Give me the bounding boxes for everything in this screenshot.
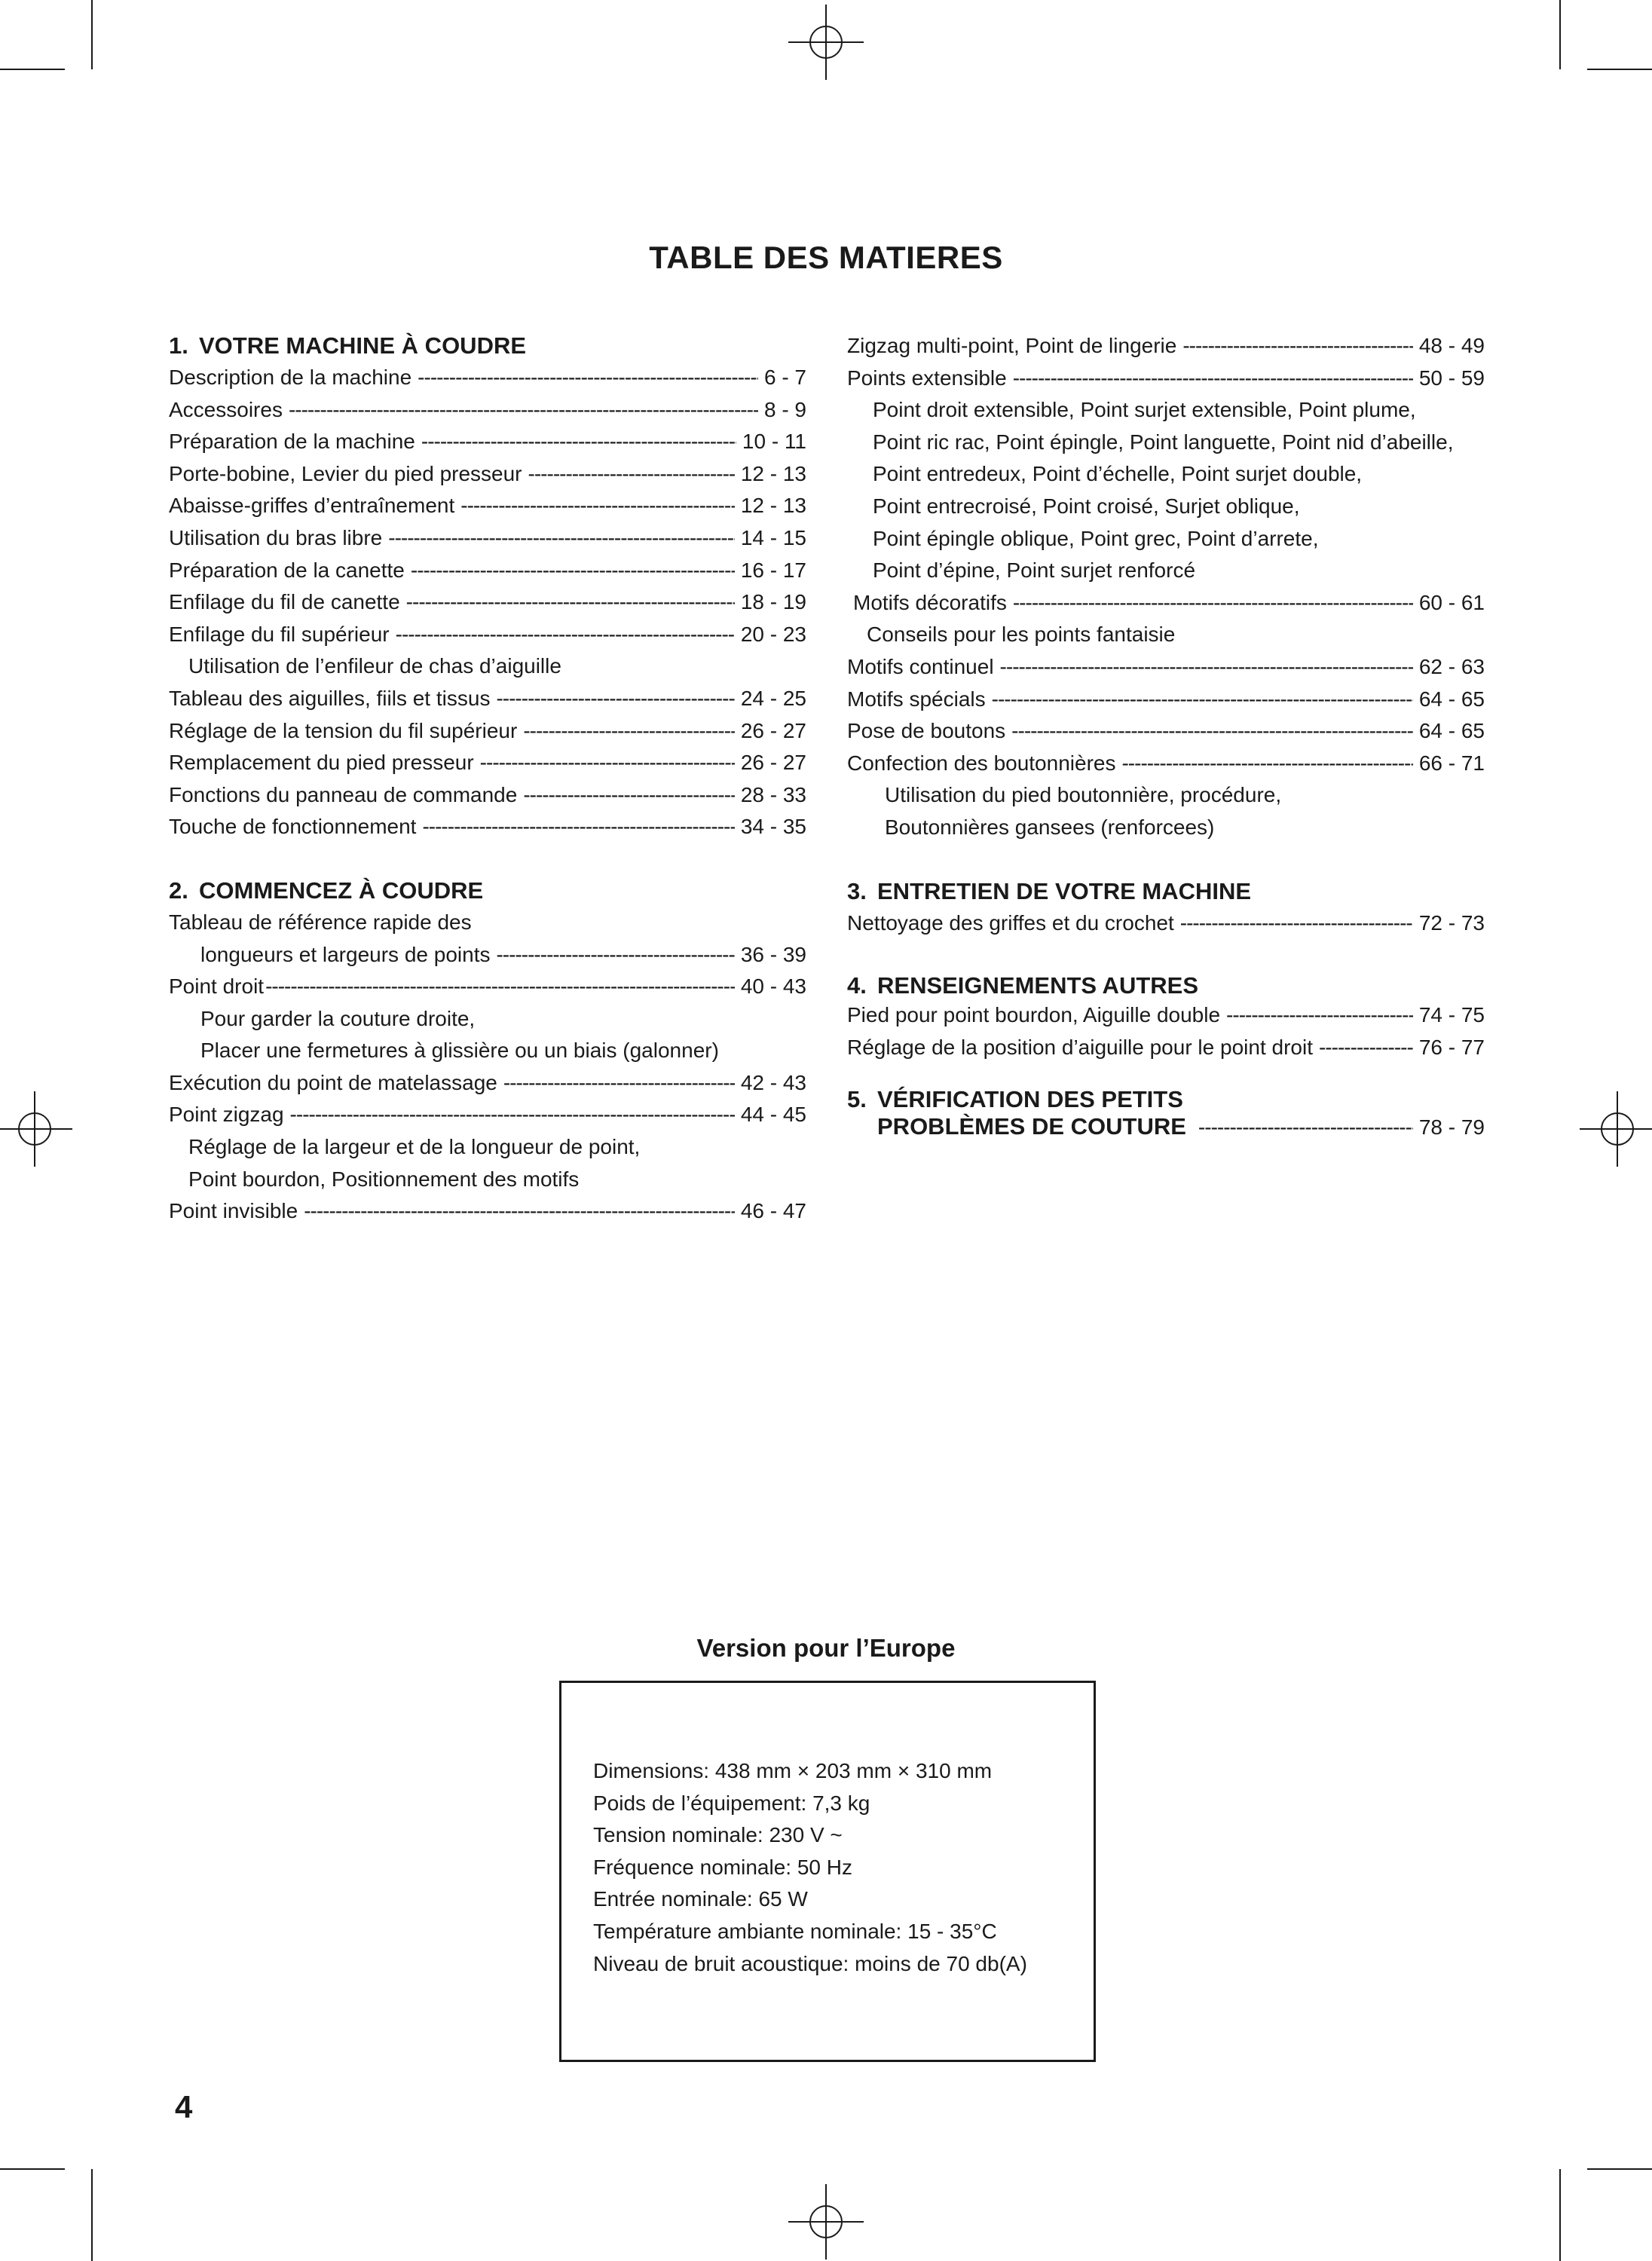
- leader-dots: [1013, 587, 1413, 620]
- toc-subentry: Réglage de la largeur et de la longueur de point,: [188, 1135, 641, 1159]
- entry-pages: 24 - 25: [740, 686, 806, 710]
- entry-label: Fonctions du panneau de commande: [169, 782, 518, 806]
- entry-pages: 18 - 19: [740, 590, 806, 614]
- registration-mark-left: [0, 1091, 72, 1167]
- toc-subentry: Boutonnières gansees (renforcees): [885, 815, 1215, 839]
- leader-dots: [528, 458, 735, 491]
- section-heading: [847, 1086, 1485, 1113]
- toc-entry[interactable]: [847, 651, 1485, 684]
- leader-dots: [418, 362, 758, 394]
- leader-dots: [992, 684, 1413, 716]
- entry-pages: 8 - 9: [763, 397, 806, 421]
- toc-section-5: [847, 1086, 1485, 1140]
- entry-pages: 26 - 27: [740, 751, 806, 775]
- entry-label: Pose de boutons: [847, 719, 1006, 743]
- leader-dots: [480, 747, 735, 779]
- leader-dots: [503, 1067, 735, 1100]
- toc-entry[interactable]: [169, 586, 806, 619]
- toc-entry[interactable]: [169, 1195, 806, 1228]
- section-title: VÉRIFICATION DES PETITS: [877, 1086, 1183, 1113]
- toc-entry[interactable]: [169, 522, 806, 555]
- entry-pages: 78 - 79: [1418, 1115, 1485, 1140]
- toc-subentry: Point entrecroisé, Point croisé, Surjet oblique,: [873, 494, 1300, 518]
- toc-entry[interactable]: [847, 907, 1485, 940]
- toc-subentry: Conseils pour les points fantaisie: [867, 623, 1176, 647]
- section-number: 1.: [169, 332, 188, 359]
- entry-label: Point droit: [169, 974, 265, 999]
- entry-pages: 6 - 7: [763, 366, 806, 389]
- toc-subentry: Utilisation de l’enfileur de chas d’aiguille: [188, 654, 561, 678]
- toc-entry[interactable]: [169, 362, 806, 394]
- entry-label: Accessoires: [169, 397, 283, 421]
- entry-pages: 12 - 13: [740, 494, 806, 518]
- entry-pages: 76 - 77: [1418, 1035, 1485, 1059]
- leader-dots: [1319, 1032, 1413, 1064]
- entry-label: Points extensible: [847, 366, 1007, 390]
- registration-mark-bottom: [788, 2184, 864, 2259]
- leader-dots: [304, 1195, 735, 1228]
- leader-dots: [523, 715, 735, 748]
- entry-pages: 36 - 39: [740, 942, 806, 966]
- leader-dots: [421, 426, 736, 458]
- toc-subentry: Point entredeux, Point d’échelle, Point surjet double,: [873, 462, 1363, 486]
- registration-mark-right: [1580, 1091, 1652, 1167]
- entry-pages: 16 - 17: [740, 558, 806, 582]
- toc-entry[interactable]: [169, 555, 806, 587]
- toc-entry[interactable]: [169, 971, 806, 1003]
- entry-pages: 14 - 15: [740, 525, 806, 549]
- section-number: 3.: [847, 877, 867, 904]
- leader-dots: [496, 683, 734, 715]
- entry-pages: 50 - 59: [1418, 366, 1485, 390]
- toc-entry[interactable]: [169, 715, 806, 748]
- entry-label: Nettoyage des griffes et du crochet: [847, 910, 1174, 935]
- toc-section-2: [169, 875, 806, 1228]
- spec-frequency: Fréquence nominale: 50 Hz: [593, 1855, 852, 1879]
- toc-entry[interactable]: [169, 426, 806, 458]
- entry-pages: 72 - 73: [1418, 910, 1485, 935]
- leader-dots: [1121, 748, 1412, 780]
- entry-pages: 12 - 13: [740, 461, 806, 485]
- leader-dots: [460, 490, 735, 522]
- entry-label: Abaisse-griffes d’entraînement: [169, 494, 455, 518]
- leader-dots: [406, 586, 735, 619]
- toc-entry[interactable]: [169, 747, 806, 779]
- entry-pages: 34 - 35: [740, 815, 806, 839]
- toc-entry[interactable]: [169, 779, 806, 812]
- leader-dots: [1000, 651, 1413, 684]
- toc-section-4: [847, 972, 1485, 1063]
- entry-label: Enfilage du fil supérieur: [169, 622, 390, 646]
- leader-dots: [388, 522, 735, 555]
- section-title: VOTRE MACHINE À COUDRE: [199, 332, 527, 359]
- toc-entry[interactable]: [847, 684, 1485, 716]
- entry-pages: 10 - 11: [742, 430, 806, 454]
- entry-pages: 42 - 43: [740, 1070, 806, 1094]
- entry-label: Description de la machine: [169, 366, 412, 389]
- section-number: 2.: [169, 877, 188, 904]
- toc-entry[interactable]: [847, 587, 1485, 620]
- entry-label: Préparation de la machine: [169, 430, 415, 454]
- leader-dots: [496, 939, 734, 971]
- toc-entry[interactable]: [847, 715, 1485, 748]
- toc-entry[interactable]: [847, 999, 1485, 1032]
- toc-entry[interactable]: [169, 458, 806, 491]
- entry-label: Exécution du point de matelassage: [169, 1070, 497, 1094]
- leader-dots: [290, 1099, 735, 1131]
- entry-pages: 60 - 61: [1418, 590, 1485, 614]
- toc-entry[interactable]: [169, 939, 806, 971]
- leader-dots: [289, 394, 758, 427]
- leader-dots: [1011, 715, 1413, 748]
- toc-entry[interactable]: [847, 1113, 1485, 1140]
- toc-entry[interactable]: [169, 1067, 806, 1100]
- section-heading: [847, 972, 1485, 999]
- entry-pages: 62 - 63: [1418, 654, 1485, 678]
- toc-entry[interactable]: [847, 363, 1485, 395]
- specifications-list: [593, 1755, 1027, 1980]
- toc-section-1: [169, 330, 806, 843]
- toc-subentry: Pour garder la couture droite,: [200, 1006, 476, 1030]
- entry-pages: 74 - 75: [1418, 1003, 1485, 1027]
- page-number: 4: [175, 2089, 193, 2125]
- toc-subentry: Point droit extensible, Point surjet extensible, Point plume,: [873, 398, 1416, 422]
- section-heading: [169, 875, 806, 907]
- entry-label: Motifs décoratifs: [853, 590, 1007, 614]
- spec-noise: Niveau de bruit acoustique: moins de 70 db(A): [593, 1951, 1027, 1975]
- section-title: RENSEIGNEMENTS AUTRES: [877, 972, 1199, 999]
- entry-label: Motifs continuel: [847, 654, 994, 678]
- entry-label: Remplacement du pied presseur: [169, 751, 474, 775]
- entry-label: Enfilage du fil de canette: [169, 590, 400, 614]
- toc-entry[interactable]: [169, 811, 806, 843]
- entry-pages: 44 - 45: [740, 1103, 806, 1127]
- entry-label: Confection des boutonnières: [847, 751, 1116, 775]
- section-heading: [847, 876, 1485, 907]
- toc-entry[interactable]: [847, 330, 1485, 363]
- leader-dots: [1198, 1114, 1413, 1141]
- toc-left-column: [169, 330, 806, 1228]
- toc-subentry: Utilisation du pied boutonnière, procédure,: [885, 783, 1282, 807]
- entry-label: Motifs spécials: [847, 687, 986, 711]
- toc-subentry: Placer une fermetures à glissière ou un biais (galonner): [200, 1039, 719, 1063]
- toc-entry[interactable]: [847, 748, 1485, 780]
- entry-label: Préparation de la canette: [169, 558, 405, 582]
- entry-label: Zigzag multi-point, Point de lingerie: [847, 334, 1177, 357]
- entry-pages: 66 - 71: [1418, 751, 1485, 775]
- entry-pages: 20 - 23: [740, 622, 806, 646]
- entry-pages: 40 - 43: [740, 974, 806, 999]
- leader-dots: [265, 971, 735, 1003]
- section-title-line2: PROBLÈMES DE COUTURE: [877, 1113, 1186, 1140]
- toc-entry[interactable]: [847, 1032, 1485, 1064]
- toc-section-3: [847, 876, 1485, 940]
- entry-pages: 46 - 47: [740, 1199, 806, 1223]
- entry-pages: 64 - 65: [1418, 687, 1485, 711]
- entry-label: Utilisation du bras libre: [169, 525, 383, 549]
- toc-entry[interactable]: [169, 683, 806, 715]
- leader-dots: [1226, 999, 1413, 1032]
- section-number: 4.: [847, 972, 867, 999]
- version-title: Version pour l’Europe: [696, 1634, 956, 1662]
- entry-label: Point zigzag: [169, 1103, 284, 1127]
- toc-subentry: Point ric rac, Point épingle, Point languette, Point nid d’abeille,: [873, 430, 1454, 454]
- spec-voltage: Tension nominale: 230 V ~: [593, 1823, 843, 1847]
- leader-dots: [422, 811, 734, 843]
- toc-entry[interactable]: [169, 1099, 806, 1131]
- section-title: COMMENCEZ À COUDRE: [199, 877, 484, 904]
- section-title: ENTRETIEN DE VOTRE MACHINE: [877, 877, 1252, 904]
- toc-subentry: Point épingle oblique, Point grec, Point d’arrete,: [873, 526, 1319, 550]
- entry-label: Pied pour point bourdon, Aiguille double: [847, 1003, 1221, 1027]
- leader-dots: [1013, 363, 1413, 395]
- entry-label: Point invisible: [169, 1199, 298, 1223]
- leader-dots: [523, 779, 735, 812]
- section-number: 5.: [847, 1086, 867, 1113]
- entry-pages: 64 - 65: [1418, 719, 1485, 743]
- entry-label: Tableau des aiguilles, fiils et tissus: [169, 686, 491, 710]
- toc-entry[interactable]: [169, 490, 806, 522]
- leader-dots: [396, 619, 735, 651]
- section-heading: [169, 330, 806, 362]
- entry-label: longueurs et largeurs de points: [200, 942, 491, 966]
- spec-power: Entrée nominale: 65 W: [593, 1887, 808, 1911]
- leader-dots: [411, 555, 735, 587]
- specifications-box: [559, 1681, 1096, 2062]
- entry-pages: 26 - 27: [740, 718, 806, 742]
- leader-dots: [1180, 907, 1413, 940]
- entry-label: Porte-bobine, Levier du pied presseur: [169, 461, 522, 485]
- entry-label: Réglage de la tension du fil supérieur: [169, 718, 518, 742]
- toc-entry-line: Tableau de référence rapide des: [169, 910, 472, 934]
- toc-subentry: Point bourdon, Positionnement des motifs: [188, 1167, 580, 1191]
- entry-pages: 28 - 33: [740, 782, 806, 806]
- leader-dots: [1182, 330, 1412, 363]
- toc-entry[interactable]: [169, 619, 806, 651]
- spec-temperature: Température ambiante nominale: 15 - 35°C: [593, 1919, 997, 1943]
- toc-entry[interactable]: [169, 394, 806, 427]
- toc-subentry: Point d’épine, Point surjet renforcé: [873, 558, 1196, 583]
- entry-pages: 48 - 49: [1418, 334, 1485, 357]
- toc-right-column: [847, 330, 1485, 1140]
- page-title: TABLE DES MATIERES: [649, 240, 1003, 275]
- entry-label: Réglage de la position d’aiguille pour le point droit: [847, 1035, 1313, 1059]
- spec-dimensions: Dimensions: 438 mm × 203 mm × 310 mm: [593, 1759, 993, 1782]
- spec-weight: Poids de l’équipement: 7,3 kg: [593, 1791, 870, 1815]
- registration-mark-top: [788, 5, 864, 80]
- entry-label: Touche de fonctionnement: [169, 815, 417, 839]
